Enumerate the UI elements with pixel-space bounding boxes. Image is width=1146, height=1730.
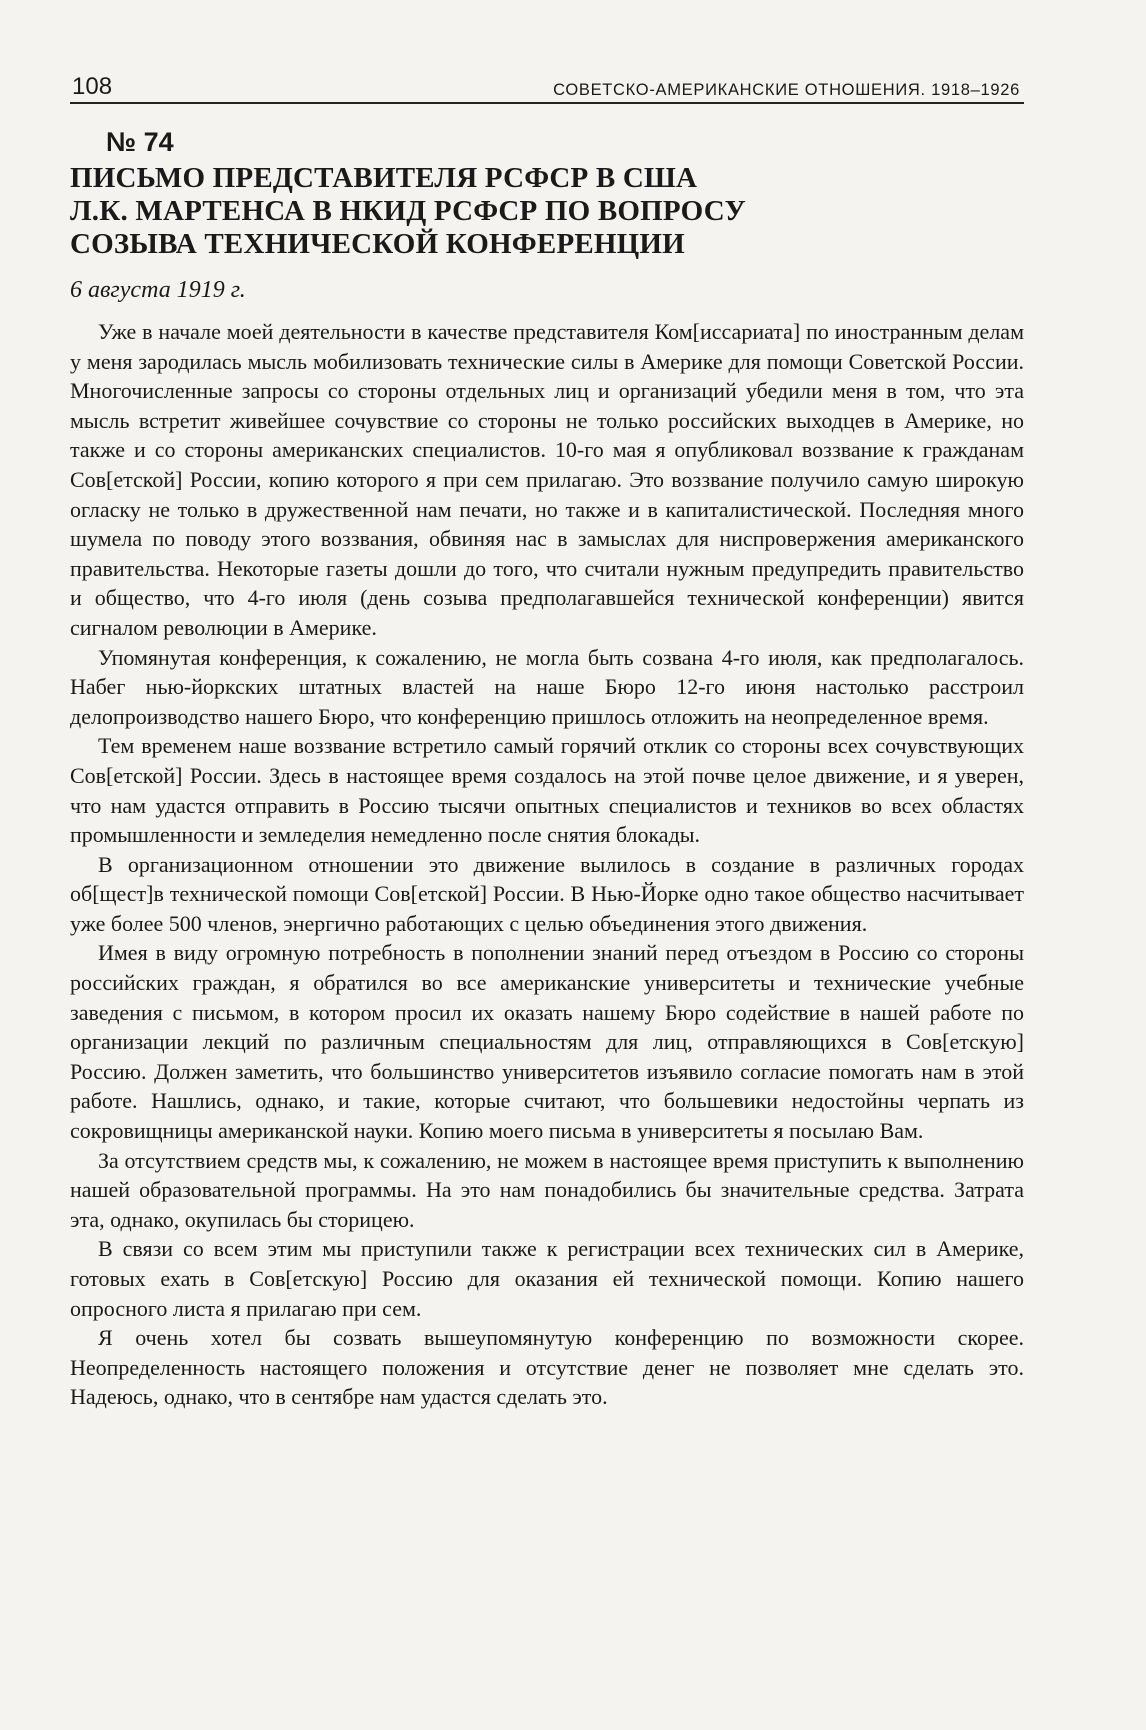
document-title-line: Л.К. МАРТЕНСА В НКИД РСФСР ПО ВОПРОСУ (70, 195, 746, 227)
paragraph: В связи со всем этим мы приступили также к регистрации всех технических сил в Америке, готовых ехать в Сов[етскую] Россию для оказания ей технической помощи. Копию нашего опросного листа я прилагаю при сем. (70, 1236, 1024, 1321)
document-number: № 74 (106, 127, 174, 157)
paragraph: Тем временем наше воззвание встретило самый горячий отклик со стороны всех сочувствующих Сов[етской] России. Здесь в настоящее время создалось на этой почве целое движение, и я уверен, что нам удастся отправить в Россию тысячи опытных специалистов и техников во всех областях промышленности и земледелия немедленно после снятия блокады. (70, 733, 1024, 848)
running-header (70, 68, 1024, 104)
document-date: 6 августа 1919 г. (70, 277, 246, 303)
running-title: СОВЕТСКО-АМЕРИКАНСКИЕ ОТНОШЕНИЯ. 1918–1926 (553, 81, 1020, 99)
paragraph: Уже в начале моей деятельности в качестве представителя Ком[иссариата] по иностранным делам у меня зародилась мысль мобилизовать технические силы в Америке для помощи Советской России. Многочисленные запросы со стороны отдельных лиц и организаций убедили меня в том, что эта мысль встретит живейшее сочувствие со стороны не только российских выходцев в Америке, но также и со стороны американских специалистов. 10-го мая я опубликовал воззвание к гражданам Сов[етской] России, копию которого я при сем прилагаю. Это воззвание получило самую широкую огласку не только в дружественной нам печати, но также и в капиталистической. Последняя много шумела по поводу этого воззвания, обвиняя нас в замыслах для ниспровержения американского правительства. Некоторые газеты дошли до того, что считали нужным предупредить правительство и общество, что 4-го июля (день созыва предполагавшейся технической конференции) явится сигналом революции в Америке. (70, 319, 1024, 640)
paragraph: Имея в виду огромную потребность в пополнении знаний перед отъездом в Россию со стороны российских граждан, я обратился во все американские университеты и технические учебные заведения с письмом, в котором просил их оказать нашему Бюро содействие в нашей работе по организации лекций по различным специальностям для лиц, отправляющихся в Сов[етскую] Россию. Должен заметить, что большинство университетов изъявило согласие помогать нам в этой работе. Нашлись, однако, и такие, которые считают, что большевики недостойны черпать из сокровищницы американской науки. Копию моего письма в университеты я посылаю Вам. (70, 940, 1024, 1144)
paragraph: В организационном отношении это движение вылилось в создание в различных городах об[щест]в технической помощи Сов[етской] России. В Нью-Йорке одно такое общество насчитывает уже более 500 членов, энергично работающих с целью объединения этого движения. (70, 851, 1024, 936)
book-page (70, 68, 1024, 1412)
paragraph: За отсутствием средств мы, к сожалению, не можем в настоящее время приступить к выполнению нашей образовательной программы. На это нам понадобились бы значительные средства. Затрата эта, однако, окупилась бы сторицею. (70, 1147, 1024, 1232)
letter-body (70, 317, 1024, 1412)
document-title-line: ПИСЬМО ПРЕДСТАВИТЕЛЯ РСФСР В США (70, 162, 698, 194)
paragraph: Упомянутая конференция, к сожалению, не могла быть созвана 4-го июля, как предполагалось. Набег нью-йоркских штатных властей на наше Бюро 12-го июня настолько расстроил делопроизводство нашего Бюро, что конференцию пришлось отложить на неопределенное время. (70, 644, 1024, 729)
document-title (70, 162, 1024, 261)
document-title-line: СОЗЫВА ТЕХНИЧЕСКОЙ КОНФЕРЕНЦИИ (70, 228, 685, 260)
page-number: 108 (72, 73, 113, 100)
paragraph: Я очень хотел бы созвать вышеупомянутую конференцию по возможности скорее. Неопределенность настоящего положения и отсутствие денег не позволяет мне сделать это. Надеюсь, однако, что в сентябре нам удастся сделать это. (70, 1325, 1024, 1410)
